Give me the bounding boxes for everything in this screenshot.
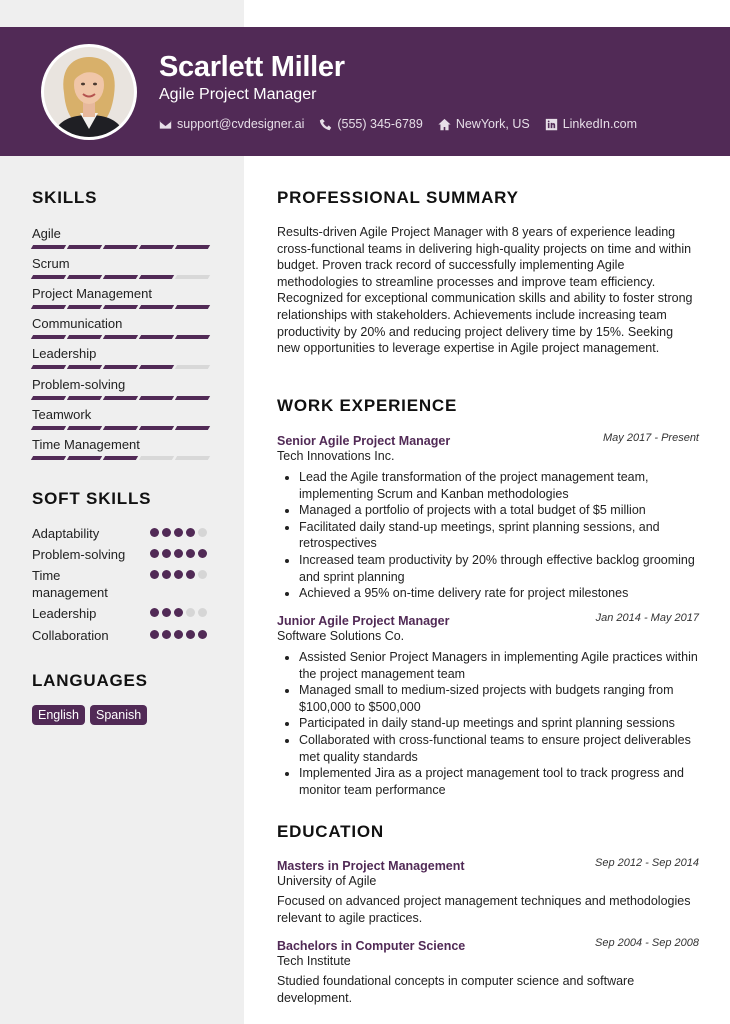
job-title: Junior Agile Project Manager <box>277 614 450 628</box>
contact-email-text: support@cvdesigner.ai <box>177 117 305 131</box>
rating-dot <box>198 528 207 537</box>
languages-section <box>32 671 212 725</box>
contact-linkedin[interactable] <box>545 117 637 131</box>
skill-label: Teamwork <box>32 406 92 422</box>
soft-skill-rating <box>150 549 210 558</box>
candidate-name: Scarlett Miller <box>159 51 345 83</box>
skills-section <box>32 188 212 208</box>
contact-email[interactable] <box>159 117 304 131</box>
contact-phone[interactable] <box>319 117 422 131</box>
contact-bar <box>159 117 652 131</box>
rating-dot <box>162 570 171 579</box>
soft-skill-rating <box>150 608 210 617</box>
rating-dot <box>186 630 195 639</box>
contact-location <box>438 117 530 131</box>
soft-skill-label: Time management <box>32 568 108 600</box>
skill-item <box>32 437 212 460</box>
skill-level-segment <box>31 275 66 279</box>
skill-level-bar <box>32 245 212 249</box>
skill-level-segment <box>175 365 210 369</box>
skill-level-segment <box>139 426 174 430</box>
soft-skill-rating <box>150 528 210 537</box>
skill-level-segment <box>31 335 66 339</box>
resume-header <box>0 27 730 156</box>
skill-level-segment <box>139 275 174 279</box>
education-entry <box>277 857 699 926</box>
home-icon <box>438 118 451 131</box>
soft-skill-label: Leadership <box>32 606 97 621</box>
skill-level-segment <box>139 456 174 460</box>
skill-level-segment <box>175 305 210 309</box>
education-heading: EDUCATION <box>277 822 384 841</box>
rating-dot <box>150 549 159 558</box>
rating-dot <box>198 549 207 558</box>
skill-level-segment <box>175 275 210 279</box>
soft-skill-item <box>32 567 212 601</box>
experience-section <box>277 396 699 416</box>
skills-heading: SKILLS <box>32 188 98 207</box>
soft-skill-item <box>32 546 212 563</box>
bullet-item: • Managed small to medium-sized projects with budgets ranging from $100,000 to $500,000 <box>299 682 699 715</box>
job-bullets <box>277 649 699 798</box>
skill-label: Communication <box>32 316 123 332</box>
skill-level-bar <box>32 426 212 430</box>
job-entry <box>277 612 699 798</box>
soft-skill-label: Collaboration <box>32 628 109 643</box>
skill-level-segment <box>67 245 102 249</box>
skills-list <box>32 226 212 466</box>
skill-level-segment <box>31 396 66 400</box>
soft-skills-list <box>32 525 212 645</box>
skill-level-segment <box>139 365 174 369</box>
skill-level-segment <box>103 396 138 400</box>
rating-dot <box>198 630 207 639</box>
soft-skill-rating <box>150 630 210 639</box>
rating-dot <box>186 608 195 617</box>
education-dates: Sep 2012 - Sep 2014 <box>595 857 699 869</box>
bullet-item: • Increased team productivity by 20% through effective backlog grooming and sprint planning <box>299 552 699 585</box>
skill-label: Agile <box>32 226 61 241</box>
bullet-item: • Collaborated with cross-functional teams to ensure project deliverables met quality standards <box>299 732 699 765</box>
rating-dot <box>150 570 159 579</box>
skill-level-segment <box>103 275 138 279</box>
skill-level-segment <box>67 365 102 369</box>
languages-heading: LANGUAGES <box>32 671 148 690</box>
education-description: Focused on advanced project management techniques and methodologies relevant to agile practices. <box>277 894 691 925</box>
rating-dot <box>198 570 207 579</box>
job-title: Senior Agile Project Manager <box>277 434 451 448</box>
skill-level-segment <box>67 335 102 339</box>
rating-dot <box>162 630 171 639</box>
profile-photo <box>41 44 137 140</box>
rating-dot <box>150 630 159 639</box>
school-name: Tech Institute <box>277 954 351 968</box>
skill-level-segment <box>103 305 138 309</box>
avatar <box>44 47 134 137</box>
soft-skill-label: Problem-solving <box>32 547 126 562</box>
language-tag: Spanish <box>90 705 147 725</box>
degree-title: Masters in Project Management <box>277 859 465 873</box>
summary-heading: PROFESSIONAL SUMMARY <box>277 188 519 207</box>
linkedin-icon <box>545 118 558 131</box>
skill-level-bar <box>32 396 212 400</box>
skill-level-segment <box>139 396 174 400</box>
skill-level-segment <box>175 396 210 400</box>
bullet-item: • Achieved a 95% on-time delivery rate for project milestones <box>299 585 699 602</box>
skill-item <box>32 407 212 430</box>
skill-level-segment <box>175 426 210 430</box>
skill-item <box>32 256 212 279</box>
rating-dot <box>174 528 183 537</box>
rating-dot <box>186 528 195 537</box>
rating-dot <box>150 528 159 537</box>
skill-level-segment <box>67 456 102 460</box>
skill-level-bar <box>32 335 212 339</box>
language-tags <box>32 705 212 725</box>
job-bullets <box>277 469 699 602</box>
education-dates: Sep 2004 - Sep 2008 <box>595 937 699 949</box>
bullet-item: • Facilitated daily stand-up meetings, sprint planning sessions, and retrospectives <box>299 519 699 552</box>
rating-dot <box>174 608 183 617</box>
soft-skill-item <box>32 627 212 644</box>
skill-level-segment <box>103 245 138 249</box>
skill-level-segment <box>31 456 66 460</box>
contact-phone-text: (555) 345-6789 <box>337 117 423 131</box>
skill-label: Scrum <box>32 256 70 272</box>
bullet-item: • Managed a portfolio of projects with a total budget of $5 million <box>299 502 699 519</box>
skill-level-segment <box>67 275 102 279</box>
skill-level-bar <box>32 275 212 279</box>
education-section <box>277 822 699 842</box>
rating-dot <box>162 549 171 558</box>
rating-dot <box>198 608 207 617</box>
soft-skill-item <box>32 525 212 542</box>
rating-dot <box>162 528 171 537</box>
degree-title: Bachelors in Computer Science <box>277 939 466 953</box>
skill-level-segment <box>139 335 174 339</box>
experience-heading: WORK EXPERIENCE <box>277 396 458 415</box>
skill-level-segment <box>31 305 66 309</box>
skill-label: Problem-solving <box>32 376 126 392</box>
summary-section <box>277 188 699 357</box>
school-name: University of Agile <box>277 874 377 888</box>
skill-level-segment <box>103 426 138 430</box>
bullet-item: • Implemented Jira as a project management tool to track progress and monitor team performance <box>299 765 699 798</box>
skill-level-bar <box>32 305 212 309</box>
language-tag: English <box>32 705 85 725</box>
rating-dot <box>162 608 171 617</box>
skill-level-segment <box>67 305 102 309</box>
skill-level-segment <box>175 456 210 460</box>
skill-label: Project Management <box>32 286 152 302</box>
skill-level-segment <box>139 305 174 309</box>
skill-level-segment <box>103 335 138 339</box>
rating-dot <box>186 549 195 558</box>
skill-level-segment <box>31 245 66 249</box>
skill-item <box>32 226 212 249</box>
rating-dot <box>174 630 183 639</box>
skill-level-segment <box>103 365 138 369</box>
skill-item <box>32 316 212 339</box>
bullet-item: • Assisted Senior Project Managers in implementing Agile practices within the project management team <box>299 649 699 682</box>
job-dates: Jan 2014 - May 2017 <box>595 612 699 624</box>
skill-level-segment <box>31 426 66 430</box>
summary-text: Results-driven Agile Project Manager with 8 years of experience leading cross-functional teams in delivering high-quality projects on time and within budget. Proven track record of successfully implementing Agile methodologies to streamline processes and improve team efficiency. Recognized for exceptional communication skills and ability to foster strong relationships with stakeholders. Achievements include increasing team productivity by 20% and reducing project delivery time by 15%. Seeking new opportunities to leverage expertise in Agile project management. <box>277 225 693 356</box>
skill-label: Leadership <box>32 346 97 362</box>
rating-dot <box>150 608 159 617</box>
skill-item <box>32 346 212 369</box>
skill-label: Time Management <box>32 436 140 452</box>
job-dates: May 2017 - Present <box>603 432 699 444</box>
bullet-item: • Participated in daily stand-up meetings and sprint planning sessions <box>299 715 699 732</box>
skill-item <box>32 286 212 309</box>
company-name: Tech Innovations Inc. <box>277 449 395 463</box>
skill-level-segment <box>175 245 210 249</box>
rating-dot <box>174 549 183 558</box>
email-icon <box>159 118 172 131</box>
education-description: Studied foundational concepts in computer science and software development. <box>277 974 635 1005</box>
soft-skills-heading: SOFT SKILLS <box>32 489 152 508</box>
candidate-title: Agile Project Manager <box>159 86 317 103</box>
soft-skill-rating <box>150 570 210 579</box>
phone-icon <box>319 118 332 131</box>
bullet-item: • Lead the Agile transformation of the project management team, implementing Scrum and Kanban methodologies <box>299 469 699 502</box>
skill-level-segment <box>67 396 102 400</box>
skill-level-segment <box>103 456 138 460</box>
skill-level-segment <box>175 335 210 339</box>
skill-level-bar <box>32 365 212 369</box>
soft-skills-section <box>32 489 212 509</box>
skill-level-bar <box>32 456 212 460</box>
skill-level-segment <box>139 245 174 249</box>
contact-linkedin-text: LinkedIn.com <box>562 117 638 131</box>
company-name: Software Solutions Co. <box>277 629 405 643</box>
soft-skill-item <box>32 605 212 622</box>
job-entry <box>277 432 699 602</box>
rating-dot <box>186 570 195 579</box>
soft-skill-label: Adaptability <box>32 526 100 541</box>
skill-level-segment <box>31 365 66 369</box>
rating-dot <box>174 570 183 579</box>
skill-level-segment <box>67 426 102 430</box>
contact-location-text: NewYork, US <box>455 117 530 131</box>
education-entry <box>277 937 699 1006</box>
skill-item <box>32 377 212 400</box>
